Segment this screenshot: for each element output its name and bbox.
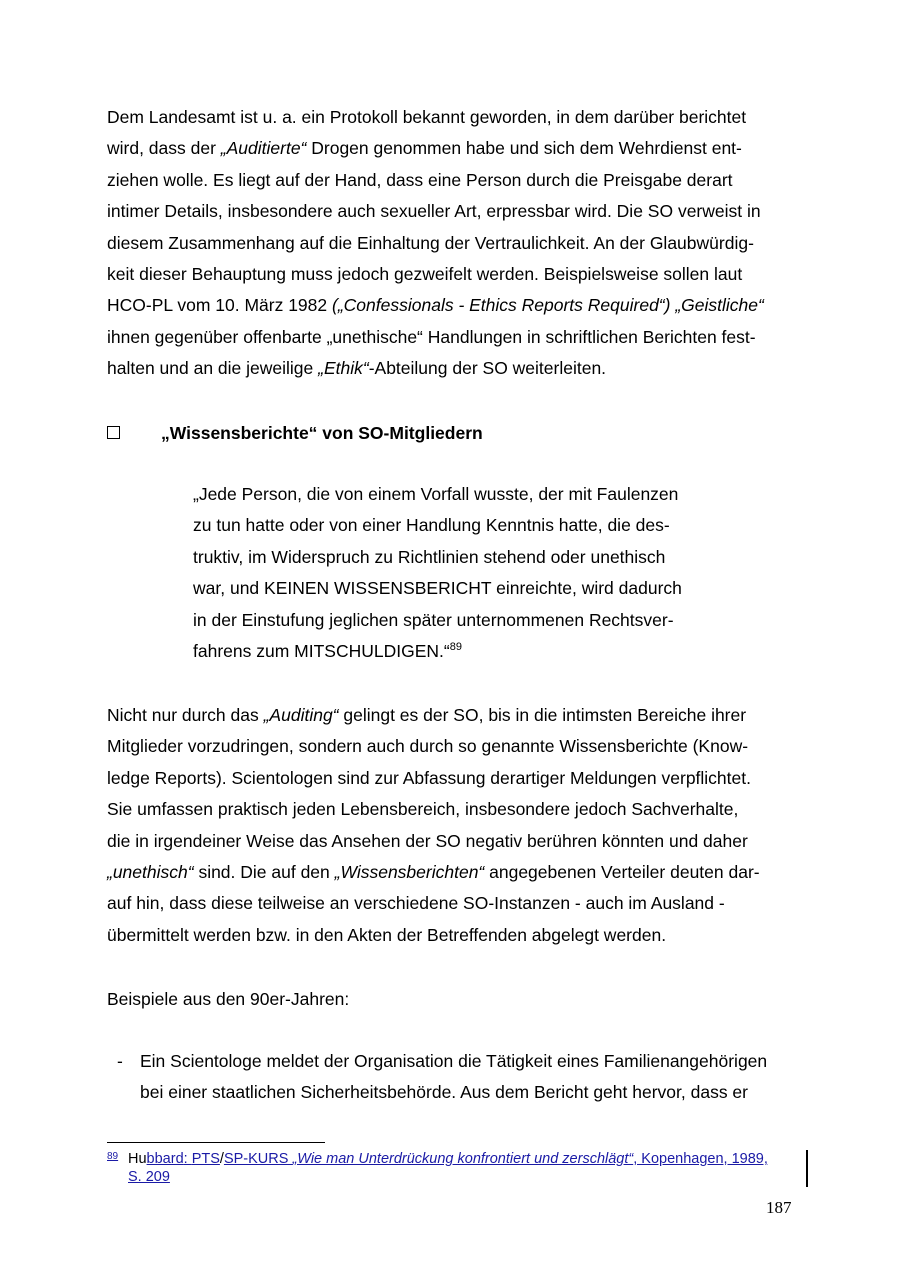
list-item-text (140, 1046, 767, 1109)
quote-line: „Jede Person, die von einem Vorfall wusste, der mit Faulenzen (193, 484, 679, 504)
footnote-link-author[interactable]: bbard (146, 1151, 184, 1167)
footnote-link-page[interactable]: S. 209 (128, 1169, 170, 1185)
quote-line: fahrens zum MITSCHULDIGEN.“$^{89}$ (193, 641, 462, 662)
text-line: Ein Scientologe meldet der Organisation die Tätigkeit eines Familienangehörigen (140, 1051, 768, 1071)
text-line: ihnen gegenüber offenbarte „unethische“ Handlungen in schriftlichen Berichten fest- (107, 326, 756, 347)
text-line: wird, dass der „Auditierte“ Drogen genommen habe und sich dem Wehrdienst ent- (107, 138, 742, 159)
footnote-link-colon[interactable]: : (183, 1151, 192, 1167)
quote-line: truktiv, im Widerspruch zu Richtlinien stehend oder unethisch (193, 546, 666, 567)
text-line: die in irgendeiner Weise das Ansehen der SO negativ berühren könnten und daher (107, 830, 748, 851)
footnote-link-place[interactable]: , Kopenhagen, 1989, (633, 1151, 768, 1167)
footnote-number[interactable]: 89 (107, 1151, 119, 1162)
change-bar (806, 1150, 808, 1187)
paragraph-protocol (107, 102, 797, 385)
quote-line: war, und KEINEN WISSENSBERICHT einreichte, wird dadurch (193, 578, 682, 599)
bullet-dash: - (117, 1051, 123, 1071)
text-line: übermittelt werden bzw. in den Akten der Betreffenden abgelegt werden. (107, 924, 667, 945)
text-line: intimer Details, insbesondere auch sexueller Art, erpressbar wird. Die SO verweist in (107, 201, 761, 222)
text-line: Dem Landesamt ist u. a. ein Protokoll bekannt geworden, in dem darüber berichtet (107, 107, 747, 127)
text-line: Sie umfassen praktisch jeden Lebensbereich, insbesondere jedoch Sachverhalte, (107, 799, 739, 820)
checkbox-square-icon (107, 426, 120, 439)
text-line: bei einer staatlichen Sicherheitsbehörde. Aus dem Bericht geht hervor, dass er (140, 1082, 748, 1103)
text-line: Mitglieder vorzudringen, sondern auch durch so genannte Wissensberichte (Know- (107, 736, 749, 757)
text-line: Nicht nur durch das „Auditing“ gelingt es der SO, bis in die intimsten Bereiche ihrer (107, 705, 747, 725)
text-line: ledge Reports). Scientologen sind zur Abfassung derartiger Meldungen verpflichtet. (107, 767, 751, 788)
block-quote (193, 479, 753, 667)
section-heading (107, 419, 483, 447)
quote-line: in der Einstufung jeglichen später unternommenen Rechtsver- (193, 609, 674, 630)
text-line: diesem Zusammenhang auf die Einhaltung der Vertraulichkeit. An der Glaubwürdig- (107, 232, 754, 253)
text-line: „unethisch“ sind. Die auf den „Wissensberichten“ angegebenen Verteiler deuten dar- (107, 862, 760, 883)
paragraph-examples (107, 984, 797, 1015)
footnote-reference[interactable]: 89 (449, 641, 462, 654)
footnote-link-pts[interactable]: PTS (191, 1151, 220, 1167)
footnote-line (128, 1168, 768, 1186)
text-line: Beispiele aus den 90er-Jahren: (107, 989, 350, 1009)
paragraph-knowledge-reports (107, 700, 797, 951)
text-line: HCO-PL vom 10. März 1982 („Confessionals - Ethics Reports Required“) „Geistliche“ (107, 295, 764, 316)
footnote-line: Hubbard: PTS/SP-KURS „Wie man Unterdrückung konfrontiert und zerschlägt“, Kopenhagen, 1989, (128, 1151, 768, 1167)
section-heading-text: „Wissensberichte“ von SO-Mitgliedern (161, 423, 483, 443)
footnote-text (128, 1150, 768, 1186)
page-number: 187 (766, 1198, 792, 1217)
text-line: keit dieser Behauptung muss jedoch gezweifelt werden. Beispielsweise sollen laut (107, 264, 743, 285)
text-line: auf hin, dass diese teilweise an verschiedene SO-Instanzen - auch im Ausland - (107, 893, 725, 914)
footnote-link-sp-kurs[interactable]: SP-KURS (223, 1151, 293, 1167)
quote-line: zu tun hatte oder von einer Handlung Kenntnis hatte, die des- (193, 515, 670, 536)
footnote-link-title[interactable]: „Wie man Unterdrückung konfrontiert und zerschlägt“ (292, 1151, 634, 1167)
text-line: ziehen wolle. Es liegt auf der Hand, dass eine Person durch die Preisgabe derart (107, 169, 733, 190)
text-line: halten und an die jeweilige „Ethik“-Abteilung der SO weiterleiten. (107, 358, 607, 379)
footnote-separator (107, 1142, 325, 1143)
